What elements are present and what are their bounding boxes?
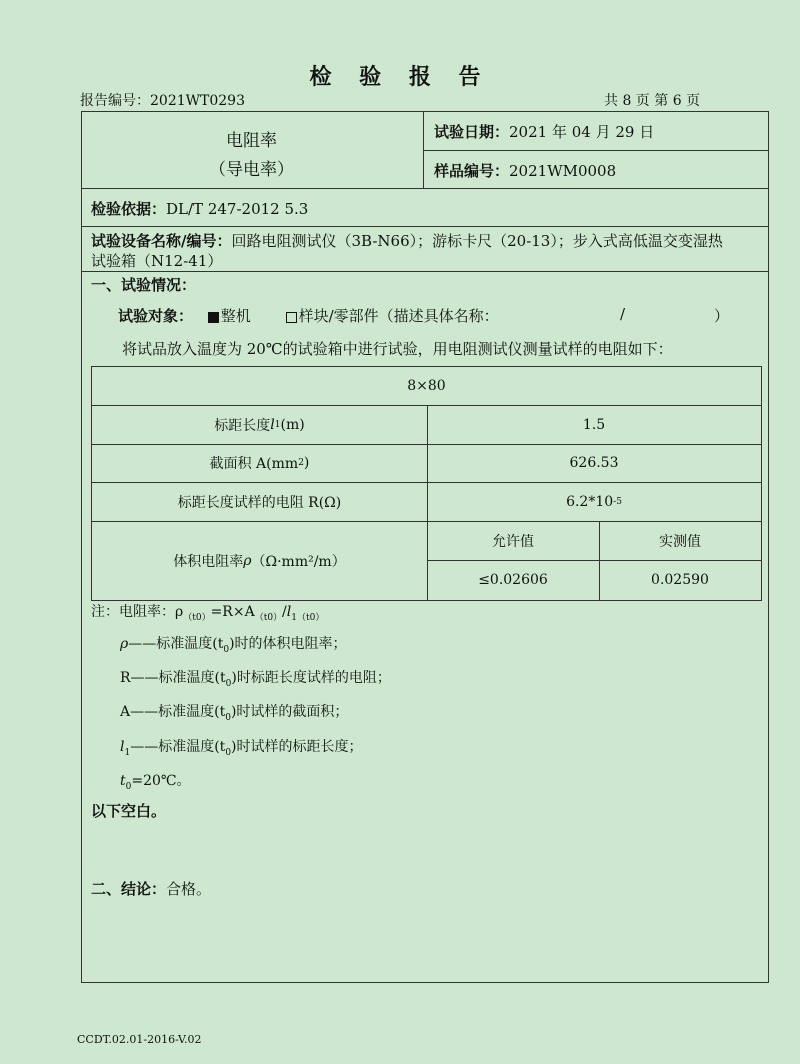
resistance-label: 标距长度试样的电阻 R(Ω) bbox=[177, 494, 342, 511]
page-indicator: 共 8 页 第 6 页 bbox=[604, 93, 701, 109]
unchecked-box-icon bbox=[286, 312, 297, 323]
form-code: CCDT.02.01-2016-V.02 bbox=[77, 1033, 202, 1046]
resistivity-label: 体积电阻率 ρ （Ω·mm²/m） bbox=[173, 552, 346, 570]
note-rho: ρ——标准温度$(t_0)$时的体积电阻率； bbox=[120, 636, 347, 655]
sample-part-checkbox: 样块/零部件（描述具体名称： bbox=[286, 307, 499, 325]
divider bbox=[82, 226, 768, 227]
close-paren: ） bbox=[714, 307, 730, 325]
results-table bbox=[91, 366, 762, 601]
note-l1: $l_1——$标准温度$(t_0)$时试样的标距长度； bbox=[120, 739, 363, 758]
note-a: A——标准温度$(t_0)$时试样的截面积； bbox=[120, 704, 349, 723]
resistance-value: 6.2*10 -5 bbox=[566, 493, 622, 510]
note-t0: $t_0=20℃$。 bbox=[120, 773, 191, 792]
test-date: 试验日期：2021 年 04 月 29 日 bbox=[434, 123, 655, 141]
cross-section-value: 626.53 bbox=[569, 455, 619, 471]
measured-header: 实测值 bbox=[659, 533, 701, 550]
divider bbox=[82, 188, 768, 189]
divider bbox=[82, 271, 768, 272]
section-1-title: 一、试验情况： bbox=[91, 276, 197, 294]
measured-value: 0.02590 bbox=[651, 572, 709, 588]
specification: 8×80 bbox=[407, 378, 446, 394]
allowed-value: ≤0.02606 bbox=[478, 572, 548, 588]
gauge-length-value: 1.5 bbox=[582, 416, 606, 433]
equipment: 试验设备名称/编号：回路电阻测试仪（3B-N66）；游标卡尺（20-13）；步入式高低温交变湿热 试验箱（N12-41） bbox=[91, 232, 723, 270]
test-object: 试验对象： 整机 样块/零部件（描述具体名称： bbox=[118, 307, 499, 325]
gauge-length-label: 标距长度 l 1 (m) bbox=[214, 416, 305, 434]
test-description: 将试品放入温度为 20℃的试验箱中进行试验，用电阻测试仪测量试样的电阻如下： bbox=[122, 340, 673, 358]
sample-number: 样品编号：2021WM0008 bbox=[434, 162, 617, 180]
checked-box-icon bbox=[208, 312, 219, 323]
test-item-name: 电阻率 （导电率） bbox=[209, 131, 294, 180]
report-number: 报告编号：2021WT0293 bbox=[80, 93, 245, 109]
note-r: R——标准温度$(t_0)$时标距长度试样的电阻； bbox=[120, 670, 391, 689]
allowed-header: 允许值 bbox=[492, 533, 534, 550]
divider bbox=[423, 150, 769, 151]
blank-remark: 以下空白。 bbox=[91, 802, 167, 820]
conclusion: 二、结论：合格。 bbox=[91, 880, 212, 898]
formula-note: 注：电阻率：$\rho_{(t0)}=R\times A_{(t0)}/l_{1(t0)}$ bbox=[91, 604, 325, 623]
whole-unit-checkbox: 整机 bbox=[208, 307, 251, 325]
inspection-basis: 检验依据：DL/T 247-2012 5.3 bbox=[91, 200, 309, 218]
sample-description: / bbox=[620, 305, 626, 323]
report-title: 检 验 报 告 bbox=[309, 64, 491, 90]
cross-section-label: 截面积 A(mm 2 ) bbox=[209, 455, 310, 472]
